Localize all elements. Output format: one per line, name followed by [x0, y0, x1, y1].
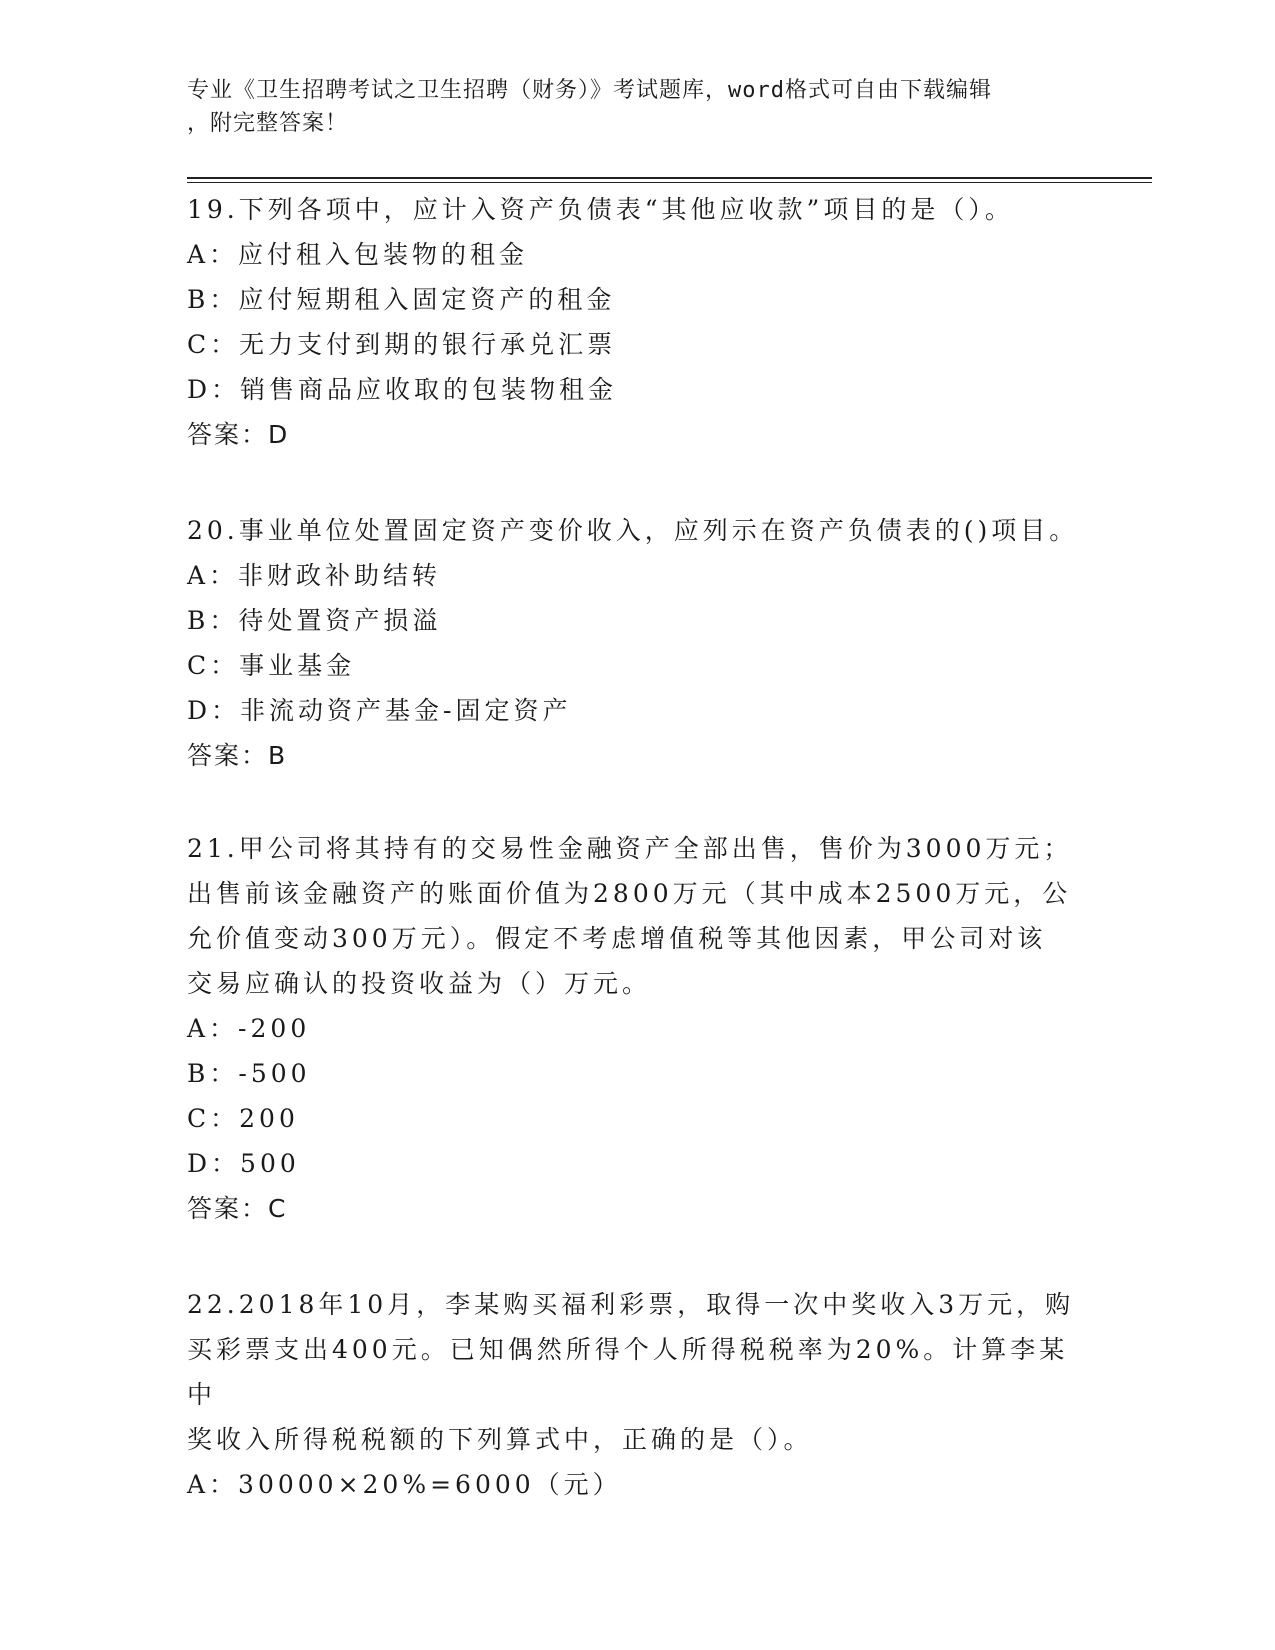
question-stem-line: 交易应确认的投资收益为（）万元。 [187, 969, 652, 998]
option-b: B：应付短期租入固定资产的租金 [187, 285, 616, 314]
question-19 [187, 187, 1087, 457]
question-22 [187, 1282, 1087, 1507]
question-20 [187, 508, 1087, 778]
answer-line: 答案：B [187, 741, 288, 770]
option-a: A：-200 [187, 1014, 311, 1043]
option-a: A：30000×20%=6000（元） [187, 1470, 622, 1499]
option-b: B：-500 [187, 1059, 311, 1088]
option-c: C：200 [187, 1104, 299, 1133]
option-c: C：事业基金 [187, 651, 356, 680]
question-stem-line: 允价值变动300万元）。假定不考虑增值税等其他因素，甲公司对该 [187, 924, 1047, 953]
question-stem-line: 19.下列各项中，应计入资产负债表“其他应收款”项目的是（）。 [187, 195, 1014, 224]
question-stem-line: 奖收入所得税税额的下列算式中，正确的是（）。 [187, 1425, 813, 1454]
option-d: D：500 [187, 1149, 300, 1178]
question-stem-line: 出售前该金融资产的账面价值为2800万元（其中成本2500万元，公 [187, 879, 1072, 908]
question-stem-line: 21.甲公司将其持有的交易性金融资产全部出售，售价为3000万元； [187, 834, 1073, 863]
header-divider-thin [187, 182, 1152, 183]
answer-line: 答案：D [187, 420, 290, 449]
question-stem-line: 22.2018年10月，李某购买福利彩票，取得一次中奖收入3万元，购 [187, 1290, 1075, 1319]
question-21 [187, 826, 1087, 1231]
option-a: A：应付租入包装物的租金 [187, 240, 529, 269]
option-a: A：非财政补助结转 [187, 561, 442, 590]
option-d: D：销售商品应收取的包装物租金 [187, 375, 618, 404]
option-d: D：非流动资产基金-固定资产 [187, 696, 572, 725]
header-divider-thick [187, 177, 1152, 179]
option-b: B：待处置资产损溢 [187, 606, 442, 635]
header-line-1: 专业《卫生招聘考试之卫生招聘（财务）》考试题库，word格式可自由下载编辑 [187, 78, 992, 103]
answer-line: 答案：C [187, 1194, 288, 1223]
header-line-2: ，附完整答案！ [187, 111, 349, 136]
question-stem-line: 买彩票支出400元。已知偶然所得个人所得税税率为20%。计算李某中 [187, 1335, 1069, 1409]
document-header [187, 74, 1067, 140]
question-stem-line: 20.事业单位处置固定资产变价收入，应列示在资产负债表的()项目。 [187, 516, 1079, 545]
option-c: C：无力支付到期的银行承兑汇票 [187, 330, 617, 359]
